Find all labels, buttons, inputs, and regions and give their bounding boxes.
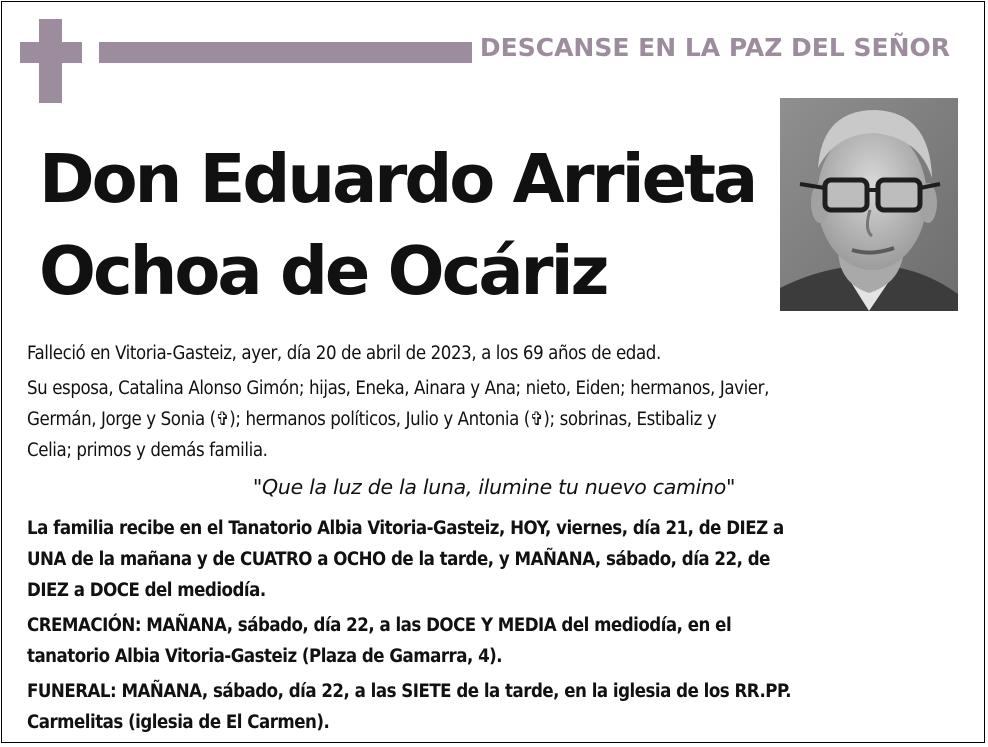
funeral-line: FUNERAL: MAÑANA, sábado, día 22, a las SIETE de la tarde, en la iglesia de los RR.PP. [27, 681, 792, 702]
deceased-name [39, 133, 755, 317]
header-title: DESCANSE EN LA PAZ DEL SEÑOR [479, 33, 950, 62]
funeral-paragraph [27, 676, 962, 738]
family-line: Germán, Jorge y Sonia (✞); hermanos políticos, Julio y Antonia (✞); sobrinas, Estibaliz y [27, 409, 717, 430]
wake-line: DIEZ a DOCE del mediodía. [27, 580, 266, 601]
cremation-paragraph [27, 610, 962, 672]
header-rule [99, 42, 472, 63]
wake-line: UNA de la mañana y de CUATRO a OCHO de la tarde, y MAÑANA, sábado, día 22, de [27, 549, 770, 570]
obituary-notice [1, 1, 985, 743]
family-line: Su esposa, Catalina Alonso Gimón; hijas, Eneka, Ainara y Ana; nieto, Eiden; hermanos, Javier, [27, 378, 769, 399]
wake-paragraph [27, 513, 962, 606]
deceased-name-line2: Ochoa de Ocáriz [39, 232, 607, 310]
family-line: Celia; primos y demás familia. [27, 440, 268, 461]
wake-line: La familia recibe en el Tanatorio Albia Vitoria-Gasteiz, HOY, viernes, día 21, de DIEZ a [27, 518, 784, 539]
portrait-photo [780, 98, 958, 311]
death-notice: Falleció en Vitoria-Gasteiz, ayer, día 20 de abril de 2023, a los 69 años de edad. [27, 343, 661, 364]
cremation-line: tanatorio Albia Vitoria-Gasteiz (Plaza de Gamarra, 4). [27, 646, 503, 667]
portrait-illustration [780, 98, 958, 311]
cremation-line: CREMACIÓN: MAÑANA, sábado, día 22, a las DOCE Y MEDIA del mediodía, en el [27, 615, 732, 636]
deceased-name-line1: Don Eduardo Arrieta [39, 140, 756, 218]
family-paragraph [27, 373, 962, 466]
cross-icon-arm [20, 42, 82, 63]
funeral-line: Carmelitas (iglesia de El Carmen). [27, 712, 330, 733]
memorial-quote: "Que la luz de la luna, ilumine tu nuevo camino" [252, 475, 736, 499]
